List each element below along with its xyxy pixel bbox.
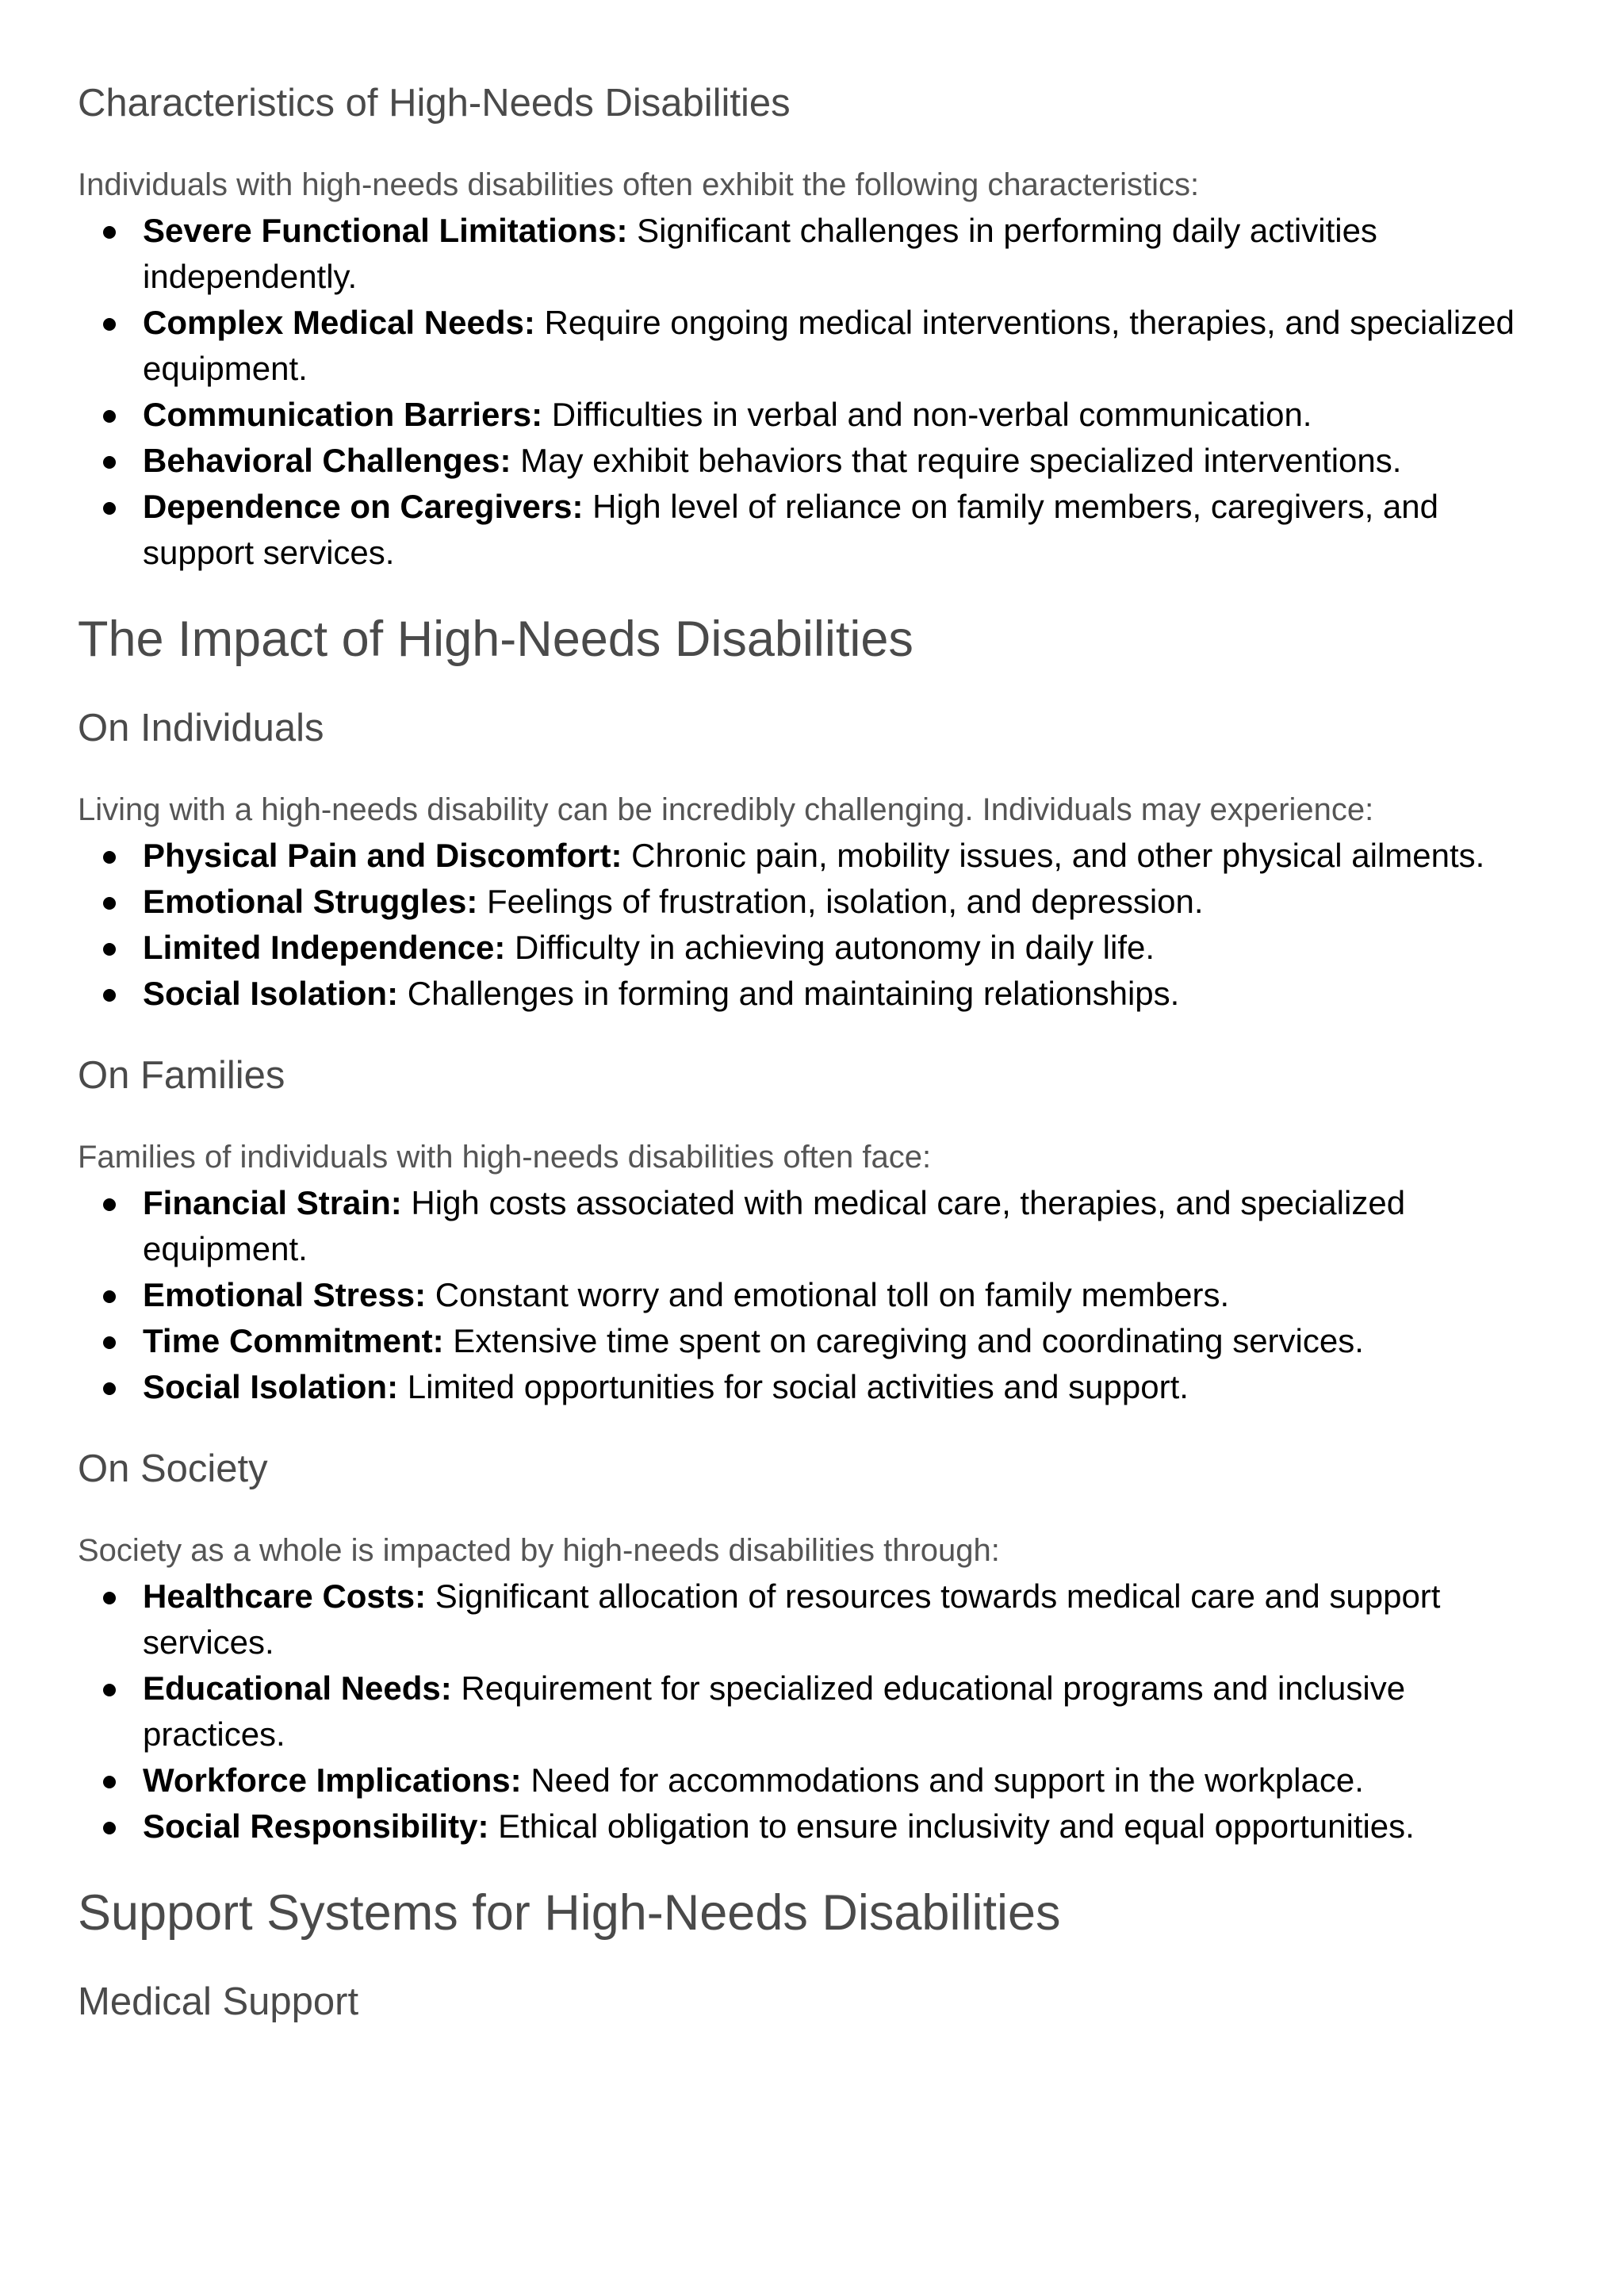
item-term: Emotional Struggles: <box>143 883 478 920</box>
item-term: Time Commitment: <box>143 1322 444 1359</box>
list-item <box>143 1757 1546 1803</box>
item-term: Healthcare Costs: <box>143 1577 427 1615</box>
society-list <box>78 1573 1546 1849</box>
list-item <box>143 925 1546 971</box>
item-text: Chronic pain, mobility issues, and other physical ailments. <box>622 837 1485 874</box>
list-item <box>143 1803 1546 1849</box>
item-text: Need for accommodations and support in the workplace. <box>521 1761 1364 1799</box>
list-item <box>143 392 1546 438</box>
item-term: Financial Strain: <box>143 1184 402 1221</box>
item-term: Social Isolation: <box>143 1368 399 1405</box>
item-text: May exhibit behaviors that require specialized interventions. <box>511 442 1402 479</box>
list-item <box>143 484 1546 576</box>
support-heading: Support Systems for High-Needs Disabilities <box>78 1885 1061 1941</box>
item-term: Dependence on Caregivers: <box>143 488 584 525</box>
item-term: Social Isolation: <box>143 975 399 1012</box>
list-item <box>143 971 1546 1017</box>
list-item <box>143 1318 1546 1364</box>
society-intro: Society as a whole is impacted by high-needs disabilities through: <box>78 1533 1000 1568</box>
item-text: Significant challenges in performing daily activities independently. <box>143 212 1377 295</box>
item-term: Workforce Implications: <box>143 1761 522 1799</box>
list-item <box>143 1180 1546 1272</box>
item-text: Extensive time spent on caregiving and coordinating services. <box>443 1322 1364 1359</box>
item-text: Feelings of frustration, isolation, and depression. <box>477 883 1204 920</box>
list-item <box>143 833 1546 879</box>
impact-heading: The Impact of High-Needs Disabilities <box>78 611 914 667</box>
item-term: Communication Barriers: <box>143 396 543 433</box>
individuals-heading: On Individuals <box>78 707 324 749</box>
item-term: Complex Medical Needs: <box>143 304 535 341</box>
list-item <box>143 208 1546 300</box>
item-term: Limited Independence: <box>143 929 506 966</box>
characteristics-intro: Individuals with high-needs disabilities often exhibit the following characteristics: <box>78 167 1200 202</box>
medical-support-heading: Medical Support <box>78 1980 359 2023</box>
item-text: Significant allocation of resources towards medical care and support services. <box>143 1577 1441 1661</box>
individuals-intro: Living with a high-needs disability can be incredibly challenging. Individuals may experience: <box>78 792 1374 827</box>
list-item <box>143 1272 1546 1318</box>
item-text: Limited opportunities for social activities and support. <box>398 1368 1189 1405</box>
item-term: Educational Needs: <box>143 1669 452 1707</box>
families-intro: Families of individuals with high-needs disabilities often face: <box>78 1140 932 1175</box>
item-text: Difficulties in verbal and non-verbal communication. <box>542 396 1312 433</box>
item-text: Require ongoing medical interventions, therapies, and specialized equipment. <box>143 304 1515 387</box>
families-list <box>78 1180 1546 1410</box>
list-item <box>143 1573 1546 1665</box>
list-item <box>143 300 1546 392</box>
society-heading: On Society <box>78 1447 268 1490</box>
item-term: Social Responsibility: <box>143 1807 489 1845</box>
individuals-list <box>78 833 1546 1017</box>
characteristics-heading: Characteristics of High-Needs Disabilities <box>78 82 791 125</box>
item-term: Behavioral Challenges: <box>143 442 511 479</box>
list-item <box>143 1364 1546 1410</box>
item-text: Requirement for specialized educational programs and inclusive practices. <box>143 1669 1406 1753</box>
item-term: Emotional Stress: <box>143 1276 427 1313</box>
list-item <box>143 1665 1546 1757</box>
list-item <box>143 879 1546 925</box>
item-term: Physical Pain and Discomfort: <box>143 837 622 874</box>
families-heading: On Families <box>78 1054 285 1097</box>
characteristics-list <box>78 208 1546 576</box>
item-text: Challenges in forming and maintaining relationships. <box>398 975 1180 1012</box>
item-text: Ethical obligation to ensure inclusivity and equal opportunities. <box>488 1807 1415 1845</box>
item-text: High costs associated with medical care, therapies, and specialized equipment. <box>143 1184 1406 1267</box>
item-term: Severe Functional Limitations: <box>143 212 628 249</box>
item-text: High level of reliance on family members, caregivers, and support services. <box>143 488 1438 571</box>
list-item <box>143 438 1546 484</box>
item-text: Constant worry and emotional toll on family members. <box>426 1276 1230 1313</box>
item-text: Difficulty in achieving autonomy in daily life. <box>505 929 1155 966</box>
